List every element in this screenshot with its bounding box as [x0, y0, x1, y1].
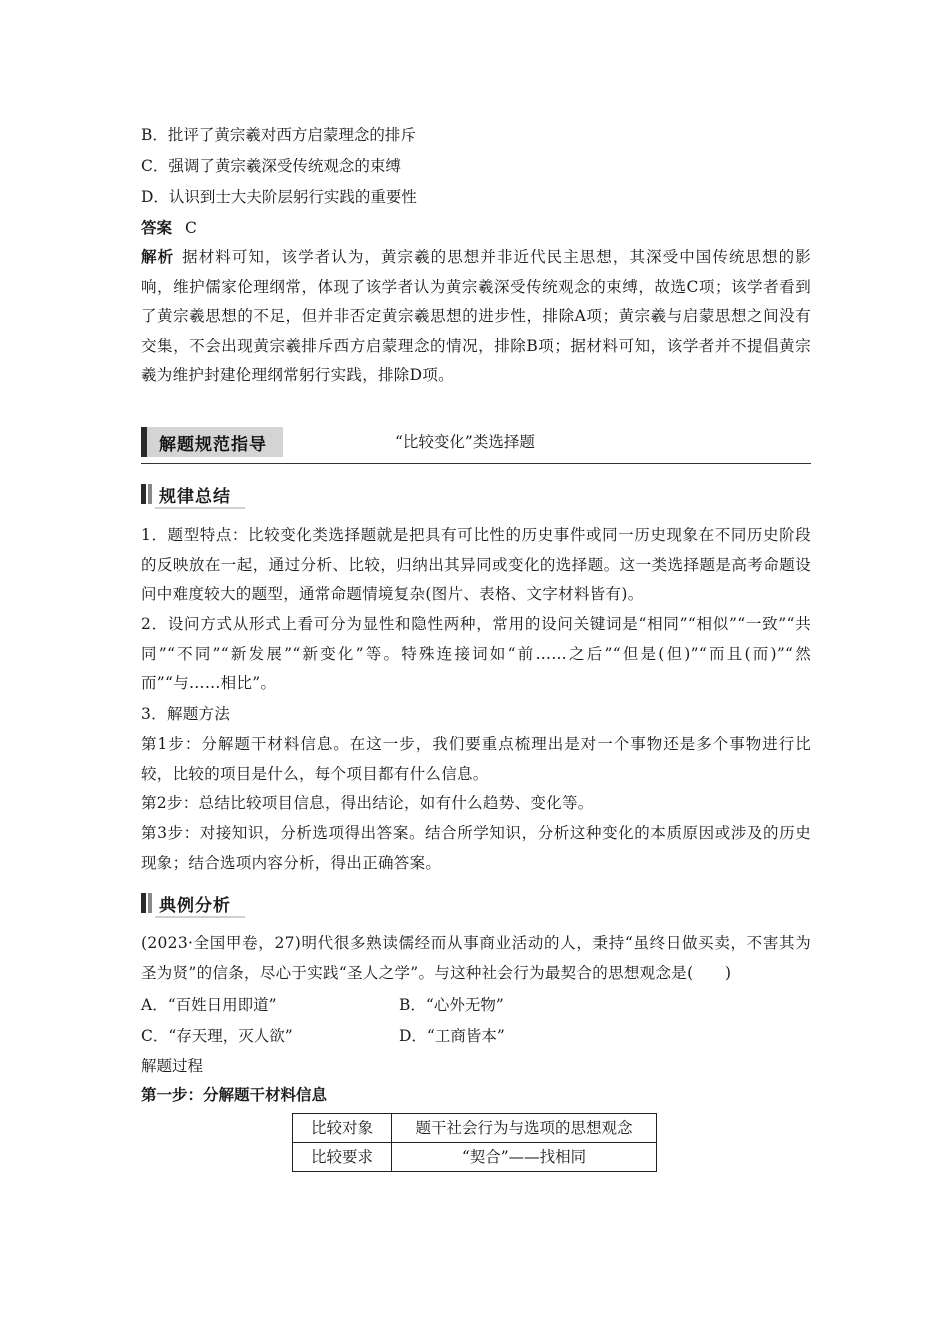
heading-underline [155, 916, 245, 918]
summary-item: 3．解题方法 [141, 705, 231, 723]
table-row [293, 1114, 657, 1143]
banner-title: “比较变化”类选择题 [395, 433, 535, 451]
answer-line [141, 218, 197, 238]
table-cell-value: 题干社会行为与选项的思想观念 [392, 1114, 657, 1143]
summary-item: 第3步：对接知识，分析选项得出答案。结合所学知识，分析这种变化的本质原因或涉及的历史现象；结合选项内容分析，得出正确答案。 [141, 824, 811, 872]
table-cell-value: “契合”——找相同 [392, 1143, 657, 1172]
option-d: D．认识到士大夫阶层躬行实践的重要性 [141, 188, 417, 206]
example-option-b: B．“心外无物” [399, 996, 504, 1014]
summary-heading-text: 规律总结 [159, 487, 231, 507]
summary-item: 1．题型特点：比较变化类选择题就是把具有可比性的历史事件或同一历史现象在不同历史阶段的反映放在一起，通过分析、比较，归纳出其异同或变化的选择题。这一类选择题是高考命题设问中难度较大的题型，通常命题情境复杂(图片、表格、文字材料皆有)。 [141, 526, 811, 603]
example-heading-text: 典例分析 [159, 896, 231, 916]
process-label: 解题过程 [141, 1057, 204, 1075]
section-banner [141, 427, 283, 457]
option-c: C．强调了黄宗羲深受传统观念的束缚 [141, 157, 401, 175]
summary-item: 第2步：总结比较项目信息，得出结论，如有什么趋势、变化等。 [141, 794, 594, 812]
table-cell-key: 比较要求 [293, 1143, 392, 1172]
option-b: B．批评了黄宗羲对西方启蒙理念的排斥 [141, 126, 416, 144]
comparison-table [292, 1113, 657, 1172]
analysis-label: 解析 [141, 248, 175, 266]
analysis-paragraph [141, 243, 811, 391]
example-option-d: D．“工商皆本” [399, 1027, 505, 1045]
example-question: (2023·全国甲卷，27)明代很多熟读儒经而从事商业活动的人，秉持“虽终日做买卖，不害其为圣为贤”的信条，尽心于实践“圣人之学”。与这种社会行为最契合的思想观念是( ) [141, 934, 811, 982]
table-cell-key: 比较对象 [293, 1114, 392, 1143]
analysis-text: 据材料可知，该学者认为，黄宗羲的思想并非近代民主思想，其深受中国传统思想的影响，维护儒家伦理纲常，体现了该学者认为黄宗羲深受传统观念的束缚，故选C项；该学者看到了黄宗羲思想的不足，但并非否定黄宗羲思想的进步性，排除A项；黄宗羲与启蒙思想之间没有交集，不会出现黄宗羲排斥西方启蒙理念的情况，排除B项；据材料可知，该学者并不提倡黄宗羲为维护封建伦理纲常躬行实践，排除D项。 [141, 248, 811, 384]
summary-item: 第1步：分解题干材料信息。在这一步，我们要重点梳理出是对一个事物还是多个事物进行比较，比较的项目是什么，每个项目都有什么信息。 [141, 735, 811, 783]
answer-label: 答案 [141, 219, 173, 237]
heading-marker-icon [148, 484, 152, 504]
section-divider [141, 463, 811, 464]
heading-marker-icon [148, 893, 152, 913]
example-option-c: C．“存天理，灭人欲” [141, 1027, 293, 1045]
banner-label: 解题规范指导 [159, 435, 267, 455]
heading-marker-icon [141, 893, 146, 913]
summary-item: 2．设问方式从形式上看可分为显性和隐性两种，常用的设问关键词是“相同”“相似”“一致”“共同”“不同”“新发展”“新变化”等。特殊连接词如“前……之后”“但是(但)”“而且(而)”“然而”“与……相比”。 [141, 615, 811, 692]
step1-label: 第一步：分解题干材料信息 [141, 1086, 328, 1104]
table-row [293, 1143, 657, 1172]
example-option-a: A．“百姓日用即道” [141, 996, 277, 1014]
heading-marker-icon [141, 484, 146, 504]
answer-value: C [184, 219, 197, 237]
heading-underline [155, 507, 245, 509]
